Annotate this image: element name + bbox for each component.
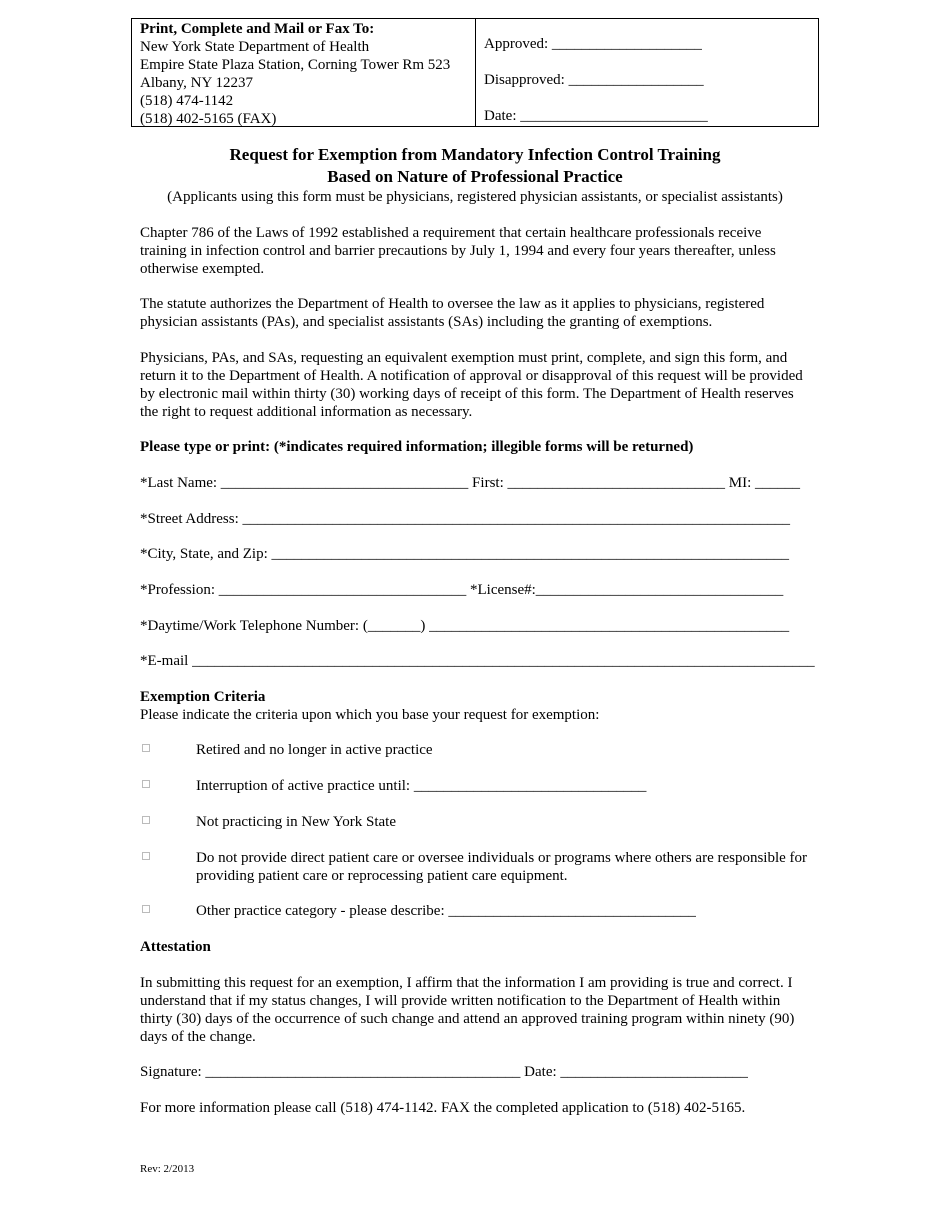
form-subtitle: (Applicants using this form must be physicians, registered physician assistants, or specialist assistants): [167, 189, 783, 205]
criteria-option-label: Interruption of active practice until: _______________________________: [196, 778, 647, 794]
mail-to-heading: Print, Complete and Mail or Fax To:: [140, 21, 375, 37]
street-address-field[interactable]: *Street Address: _________________________________________________________________________: [140, 511, 790, 527]
name-field[interactable]: *Last Name: _________________________________ First: _____________________________ MI: ______: [140, 475, 800, 491]
criteria-heading: Exemption Criteria: [140, 689, 266, 705]
mail-to-line: New York State Department of Health: [140, 39, 370, 55]
instructions: Please type or print: (*indicates required information; illegible forms will be returned): [140, 439, 694, 455]
intro-paragraph: The statute authorizes the Department of Health to oversee the law as it applies to physicians, registered physician assistants (PAs), and specialist assistants (SAs) including the granting of exemptions.: [140, 296, 765, 330]
office-use-box: [476, 19, 818, 126]
attestation-text: In submitting this request for an exemption, I affirm that the information I am providing is true and correct. I understand that if my status changes, I will provide written notification to the Department of Health within thirty (30) days of the occurrence of such change and attend an approved training program within ninety (90) days of the change.: [140, 975, 795, 1045]
header-box: [131, 18, 819, 127]
criteria-option-label: Other practice category - please describe: _________________________________: [196, 903, 696, 919]
checkbox[interactable]: [142, 816, 150, 824]
form-title-line2: Based on Nature of Professional Practice: [327, 167, 623, 186]
criteria-option-label: Retired and no longer in active practice: [196, 742, 433, 758]
intro-paragraph: Physicians, PAs, and SAs, requesting an equivalent exemption must print, complete, and sign this form, and return it to the Department of Health. A notification of approval or disapproval of this request will be provided by electronic mail within thirty (30) working days of receipt of this form. The Department of Health reserves the right to request additional information as necessary.: [140, 350, 803, 420]
mail-to-line: Albany, NY 12237: [140, 75, 254, 91]
mail-to-line: (518) 474-1142: [140, 93, 234, 109]
office-date-field[interactable]: Date: _________________________: [484, 108, 708, 124]
approved-field[interactable]: Approved: ____________________: [484, 36, 702, 52]
mail-to-line: Empire State Plaza Station, Corning Tower Rm 523: [140, 57, 451, 73]
checkbox[interactable]: [142, 905, 150, 913]
attestation-heading: Attestation: [140, 939, 211, 955]
form-title-line1: Request for Exemption from Mandatory Infection Control Training: [229, 145, 721, 164]
revision-label: Rev: 2/2013: [140, 1163, 195, 1175]
signature-field[interactable]: Signature: __________________________________________ Date: _________________________: [140, 1064, 748, 1080]
footer-info: For more information please call (518) 474-1142. FAX the completed application to (518) 402-5165.: [140, 1100, 746, 1116]
profession-license-field[interactable]: *Profession: _________________________________ *License#:_________________________________: [140, 582, 784, 598]
mail-to-line: (518) 402-5165 (FAX): [140, 111, 277, 127]
checkbox[interactable]: [142, 852, 150, 860]
disapproved-field[interactable]: Disapproved: __________________: [484, 72, 704, 88]
city-state-zip-field[interactable]: *City, State, and Zip: _____________________________________________________________________: [140, 546, 790, 562]
criteria-option-label: Do not provide direct patient care or oversee individuals or programs where others are responsible for providing patient care or reprocessing patient care equipment.: [196, 850, 811, 884]
criteria-option-label: Not practicing in New York State: [196, 814, 396, 830]
criteria-intro: Please indicate the criteria upon which you base your request for exemption:: [140, 707, 600, 723]
mail-to-box: [132, 19, 476, 126]
telephone-field[interactable]: *Daytime/Work Telephone Number: (_______) ________________________________________________: [140, 618, 790, 634]
email-field[interactable]: *E-mail ___________________________________________________________________________________: [140, 653, 815, 669]
checkbox[interactable]: [142, 744, 150, 752]
intro-paragraph: Chapter 786 of the Laws of 1992 established a requirement that certain healthcare professionals receive training in infection control and barrier precautions by July 1, 1994 and every four years thereafter, unless otherwise exempted.: [140, 225, 776, 277]
checkbox[interactable]: [142, 780, 150, 788]
